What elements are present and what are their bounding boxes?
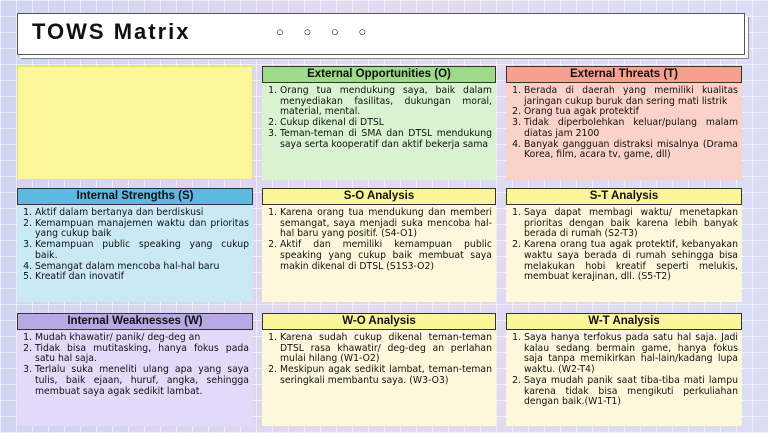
opportunities-header: External Opportunities (O) [262,66,496,83]
decorative-dots: ○ ○ ○ ○ [276,24,375,39]
list-item: 1. Karena orang tua mendukung dan memberi semangat, saya menjadi suka mencoba hal-hal baru yang positif. (S4-O1) [280,208,492,240]
st-analysis-body [506,205,742,302]
threats-cell [506,66,742,180]
weaknesses-cell [17,313,253,426]
list-item: 1. Berada di daerah yang memiliki kualitas jaringan cukup buruk dan sering mati listrik [524,86,738,107]
opportunities-list [266,86,492,150]
list-item: 3. Teman-teman di SMA dan DTSL mendukung saya serta kooperatif dan aktif bekerja sama [280,129,492,150]
weaknesses-list [21,333,249,397]
corner-blank-cell [17,66,253,180]
list-item: 1. Saya dapat membagi waktu/ menetapkan prioritas dengan baik karena lebih banyak berada di rumah (S2-T3) [524,208,738,240]
so-analysis-cell [262,188,496,302]
title-bar [17,13,745,55]
st-analysis-header: S-T Analysis [506,188,742,205]
list-item: 2. Karena orang tua agak protektif, kebanyakan waktu saya berada di rumah sehingga bisa melakukan hobi kreatif seperti melukis, membuat kerajinan, dll. (S5-T2) [524,240,738,283]
list-item: 3. Kemampuan public speaking yang cukup baik. [35,240,249,261]
wt-analysis-header: W-T Analysis [506,313,742,330]
list-item: 2. Kemampuan manajemen waktu dan prioritas yang cukup baik [35,219,249,240]
opportunities-cell [262,66,496,180]
list-item: 1. Karena sudah cukup dikenal teman-teman DTSL rasa khawatir/ deg-deg an perlahan mulai hilang (W1-O2) [280,333,492,365]
list-item: 2. Tidak bisa mutitasking, hanya fokus pada satu hal saja. [35,344,249,365]
strengths-cell [17,188,253,302]
list-item: 1. Saya hanya terfokus pada satu hal saja. Jadi kalau sedang bermain game, hanya fokus saja tanpa memikirkan hal-lain/kadang lupa waktu. (W2-T4) [524,333,738,376]
wt-analysis-cell [506,313,742,426]
threats-header: External Threats (T) [506,66,742,83]
wo-analysis-list [266,333,492,387]
list-item: 2. Aktif dan memiliki kemampuan public speaking yang cukup baik membuat saya makin dikenal di DTSL (S1S3-O2) [280,240,492,272]
list-item: 2. Meskipun agak sedikit lambat, teman-teman seringkali membantu saya. (W3-O3) [280,365,492,386]
list-item: 3. Terlalu suka meneliti ulang apa yang saya tulis, baik ejaan, huruf, angka, sehingga membuat saya agak sedikit lambat. [35,365,249,397]
wt-analysis-body [506,330,742,426]
page-title: TOWS Matrix [32,19,191,44]
st-analysis-list [510,208,738,283]
list-item: 4. Semangat dalam mencoba hal-hal baru [35,262,249,273]
so-analysis-body [262,205,496,302]
list-item: 1. Orang tua mendukung saya, baik dalam menyediakan fasilitas, dukungan moral, material, mental. [280,86,492,118]
list-item: 2. Cukup dikenal di DTSL [280,118,492,129]
weaknesses-header: Internal Weaknesses (W) [17,313,253,330]
opportunities-body [262,83,496,180]
so-analysis-list [266,208,492,272]
list-item: 3. Tidak diperbolehkan keluar/pulang malam diatas jam 2100 [524,118,738,139]
threats-list [510,86,738,161]
strengths-header: Internal Strengths (S) [17,188,253,205]
threats-body [506,83,742,180]
list-item: 4. Banyak gangguan distraksi misalnya (Drama Korea, film, acara tv, game, dll) [524,140,738,161]
weaknesses-body [17,330,253,426]
list-item: 2. Orang tua agak protektif [524,107,738,118]
strengths-body [17,205,253,302]
wo-analysis-cell [262,313,496,426]
so-analysis-header: S-O Analysis [262,188,496,205]
list-item: 1. Aktif dalam bertanya dan berdiskusi [35,208,249,219]
list-item: 5. Kreatif dan inovatif [35,272,249,283]
wo-analysis-body [262,330,496,426]
strengths-list [21,208,249,283]
wo-analysis-header: W-O Analysis [262,313,496,330]
list-item: 2. Saya mudah panik saat tiba-tiba mati lampu karena tidak bisa mengikuti perkuliahan dengan baik.(W1-T1) [524,376,738,408]
st-analysis-cell [506,188,742,302]
wt-analysis-list [510,333,738,408]
list-item: 1. Mudah khawatir/ panik/ deg-deg an [35,333,249,344]
